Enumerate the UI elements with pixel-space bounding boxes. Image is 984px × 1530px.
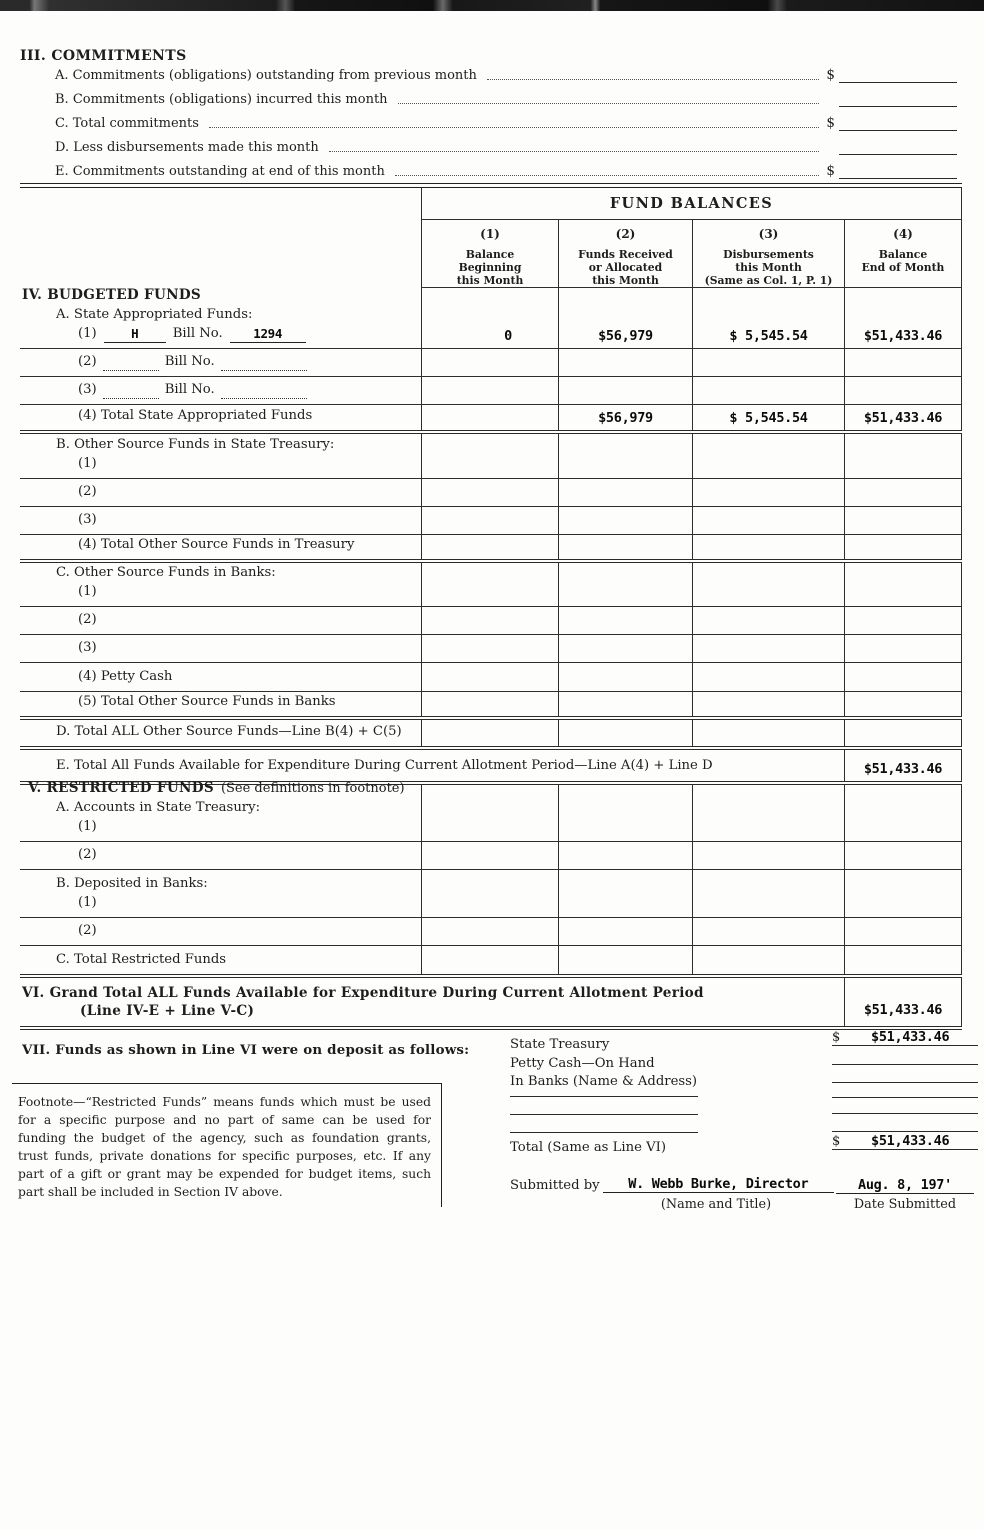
signature-line bbox=[603, 1176, 834, 1193]
row-other-treasury-3: (3) bbox=[20, 507, 962, 535]
state-treasury-amount-line bbox=[832, 1025, 978, 1046]
petty-cash-label: Petty Cash—On Hand bbox=[510, 1055, 655, 1071]
section-vii-heading: VII. Funds as shown in Line VI were on deposit as follows: bbox=[22, 1042, 470, 1058]
row-total-other-banks: (5) Total Other Source Funds in Banks bbox=[20, 692, 962, 720]
row-restricted-a2: (2) bbox=[20, 842, 962, 870]
commitments-line-d bbox=[55, 139, 957, 155]
commitments-line-a bbox=[55, 67, 957, 83]
col4-number: (4) bbox=[893, 227, 913, 241]
row-total-other-treasury: (4) Total Other Source Funds in Treasury bbox=[20, 535, 962, 563]
section-iv-heading: IV. BUDGETED FUNDS bbox=[22, 287, 202, 303]
restricted-funds-footnote: Footnote—“Restricted Funds” means funds which must be used for a specific purpose and no part of same can be used for funding the budget of the agency, such as foundation grants, trust funds, private donations for specific purposes, etc. If any part of a gift or grant may be expended for budget items, such part shall be included in Section IV above. bbox=[12, 1083, 442, 1207]
col2-number: (2) bbox=[615, 227, 636, 241]
blank-fill bbox=[103, 384, 159, 399]
state-treasury-label: State Treasury bbox=[510, 1037, 610, 1052]
date-value: Aug. 8, 197' bbox=[858, 1177, 952, 1193]
row-other-treasury-2: (2) bbox=[20, 479, 962, 507]
col3-header: (3) Disbursements this Month (Same as Col. 1, P. 1) bbox=[692, 220, 844, 288]
bank-name-blank-line bbox=[510, 1114, 698, 1115]
dotted-leader bbox=[487, 78, 819, 80]
col2-header: (2) Funds Received or Allocated this Month bbox=[558, 220, 692, 288]
accounts-state-treasury-heading: A. Accounts in State Treasury: bbox=[56, 800, 261, 815]
total-same-as-line-vi-label: Total (Same as Line VI) bbox=[510, 1140, 666, 1155]
row-restricted-a1: V. RESTRICTED FUNDS (See definitions in footnote) A. Accounts in State Treasury: (1) bbox=[20, 785, 962, 842]
total-amount: $51,433.46 bbox=[871, 1133, 950, 1149]
row-total-all-funds-available: E. Total All Funds Available for Expenditure During Current Allotment Period—Line A(4) + Line D $51,433.46 bbox=[20, 750, 962, 785]
row-label bbox=[20, 288, 421, 348]
section-deposits bbox=[20, 1030, 962, 1530]
amount-blank-line bbox=[839, 68, 957, 83]
row-total-all-other-source: D. Total ALL Other Source Funds—Line B(4) + C(5) bbox=[20, 720, 962, 750]
section-iii-heading: III. COMMITMENTS bbox=[20, 48, 187, 64]
balance-end-cell: $51,433.46 bbox=[844, 288, 962, 348]
disbursements-cell: $ 5,545.54 bbox=[692, 288, 844, 348]
bill-line-2: (2) Bill No. bbox=[20, 352, 417, 371]
bill-line-1: (1) H Bill No. 1294 bbox=[20, 324, 417, 343]
row-restricted-b2: (2) bbox=[20, 918, 962, 946]
grand-total-value-cell: $51,433.46 bbox=[844, 978, 962, 1026]
row-other-banks-1: C. Other Source Funds in Banks: (1) bbox=[20, 563, 962, 607]
house-value: H bbox=[131, 326, 139, 341]
deposited-in-banks-heading: B. Deposited in Banks: bbox=[56, 876, 208, 891]
bill-line-3: (3) Bill No. bbox=[20, 380, 417, 399]
col4-header: (4) Balance End of Month bbox=[844, 220, 962, 288]
section-commitments bbox=[20, 40, 962, 183]
row-petty-cash: (4) Petty Cash bbox=[20, 663, 962, 692]
dollar-sign: $ bbox=[826, 67, 835, 83]
commitments-line-e bbox=[55, 163, 957, 179]
dotted-leader bbox=[398, 102, 819, 104]
fund-balances-table bbox=[20, 188, 962, 1030]
label-column-spacer bbox=[20, 220, 421, 288]
bank-name-blank-line bbox=[510, 1132, 698, 1133]
total-amount-line bbox=[832, 1129, 978, 1150]
submitted-name: W. Webb Burke, Director bbox=[628, 1176, 809, 1192]
other-source-treasury-heading: B. Other Source Funds in State Treasury: bbox=[56, 437, 335, 452]
blank-fill bbox=[221, 384, 307, 399]
deposit-labels bbox=[510, 1036, 697, 1092]
section-vi-heading-line1: VI. Grand Total ALL Funds Available for Expenditure During Current Allotment Period bbox=[22, 985, 704, 1001]
dotted-leader bbox=[209, 126, 819, 128]
date-submitted-caption: Date Submitted bbox=[853, 1197, 957, 1212]
amount-blank-line bbox=[839, 92, 957, 107]
submitted-by-row bbox=[510, 1170, 834, 1193]
row-total-restricted: C. Total Restricted Funds bbox=[20, 946, 962, 978]
row-state-bill-1 bbox=[20, 288, 962, 349]
col3-number: (3) bbox=[758, 227, 779, 241]
dollar-sign: $ bbox=[832, 1134, 841, 1149]
fund-balances-title-row bbox=[20, 188, 962, 220]
commitments-line-b bbox=[55, 91, 957, 107]
commitments-line-d-label: D. Less disbursements made this month bbox=[55, 140, 319, 155]
row-total-state-appropriated: (4) Total State Appropriated Funds $56,979 $ 5,545.54 $51,433.46 bbox=[20, 405, 962, 434]
allotment-report-form bbox=[20, 40, 962, 1530]
blank-fill bbox=[103, 356, 159, 371]
amount-blank-line bbox=[839, 140, 957, 155]
in-banks-label: In Banks (Name & Address) bbox=[510, 1074, 698, 1090]
row-other-banks-3: (3) bbox=[20, 635, 962, 663]
other-source-banks-heading: C. Other Source Funds in Banks: bbox=[56, 565, 276, 580]
row-restricted-b1: B. Deposited in Banks: (1) bbox=[20, 870, 962, 918]
dotted-leader bbox=[329, 150, 819, 152]
row-other-treasury-1: B. Other Source Funds in State Treasury: (1) bbox=[20, 434, 962, 479]
commitments-line-e-label: E. Commitments outstanding at end of this month bbox=[55, 164, 385, 179]
bill-no-fill-line bbox=[230, 326, 306, 343]
state-treasury-amount: $51,433.46 bbox=[871, 1029, 950, 1045]
house-fill-line bbox=[104, 326, 166, 343]
amount-blank-line bbox=[839, 164, 957, 179]
bank-name-blank-line bbox=[510, 1096, 698, 1097]
section-v-heading: V. RESTRICTED FUNDS (See definitions in footnote) bbox=[28, 780, 405, 796]
funds-received-cell: $56,979 bbox=[558, 288, 692, 348]
row-state-bill-2 bbox=[20, 349, 962, 377]
fund-balances-title: FUND BALANCES bbox=[421, 188, 962, 220]
dotted-leader bbox=[395, 174, 819, 176]
col1-header: (1) Balance Beginning this Month bbox=[421, 220, 558, 288]
row-other-banks-2: (2) bbox=[20, 607, 962, 635]
column-headers-row bbox=[20, 220, 962, 288]
state-appropriated-heading: A. State Appropriated Funds: bbox=[56, 307, 253, 322]
balance-end-cell: $51,433.46 bbox=[844, 750, 962, 781]
section-vi-heading-line2: (Line IV-E + Line V-C) bbox=[80, 1003, 255, 1019]
name-and-title-caption: (Name and Title) bbox=[660, 1197, 772, 1212]
date-line bbox=[836, 1170, 974, 1194]
row-state-bill-3 bbox=[20, 377, 962, 405]
bill-no-value: 1294 bbox=[253, 326, 283, 341]
row-grand-total bbox=[20, 978, 962, 1030]
dollar-sign: $ bbox=[826, 163, 835, 179]
scan-artifact-bar bbox=[0, 0, 984, 11]
commitments-line-c-label: C. Total commitments bbox=[55, 116, 199, 131]
submitted-by-label: Submitted by bbox=[510, 1178, 600, 1193]
blank-fill bbox=[221, 356, 307, 371]
commitments-line-b-label: B. Commitments (obligations) incurred this month bbox=[55, 92, 388, 107]
commitments-line-a-label: A. Commitments (obligations) outstanding from previous month bbox=[55, 68, 477, 83]
amount-blank-line bbox=[839, 116, 957, 131]
col1-number: (1) bbox=[480, 227, 500, 241]
label-column-spacer bbox=[20, 188, 421, 220]
commitments-line-c bbox=[55, 115, 957, 131]
dollar-sign: $ bbox=[832, 1030, 841, 1045]
dollar-sign: $ bbox=[826, 115, 835, 131]
date-submitted-block bbox=[836, 1170, 974, 1212]
balance-beginning-cell: 0 bbox=[421, 288, 558, 348]
